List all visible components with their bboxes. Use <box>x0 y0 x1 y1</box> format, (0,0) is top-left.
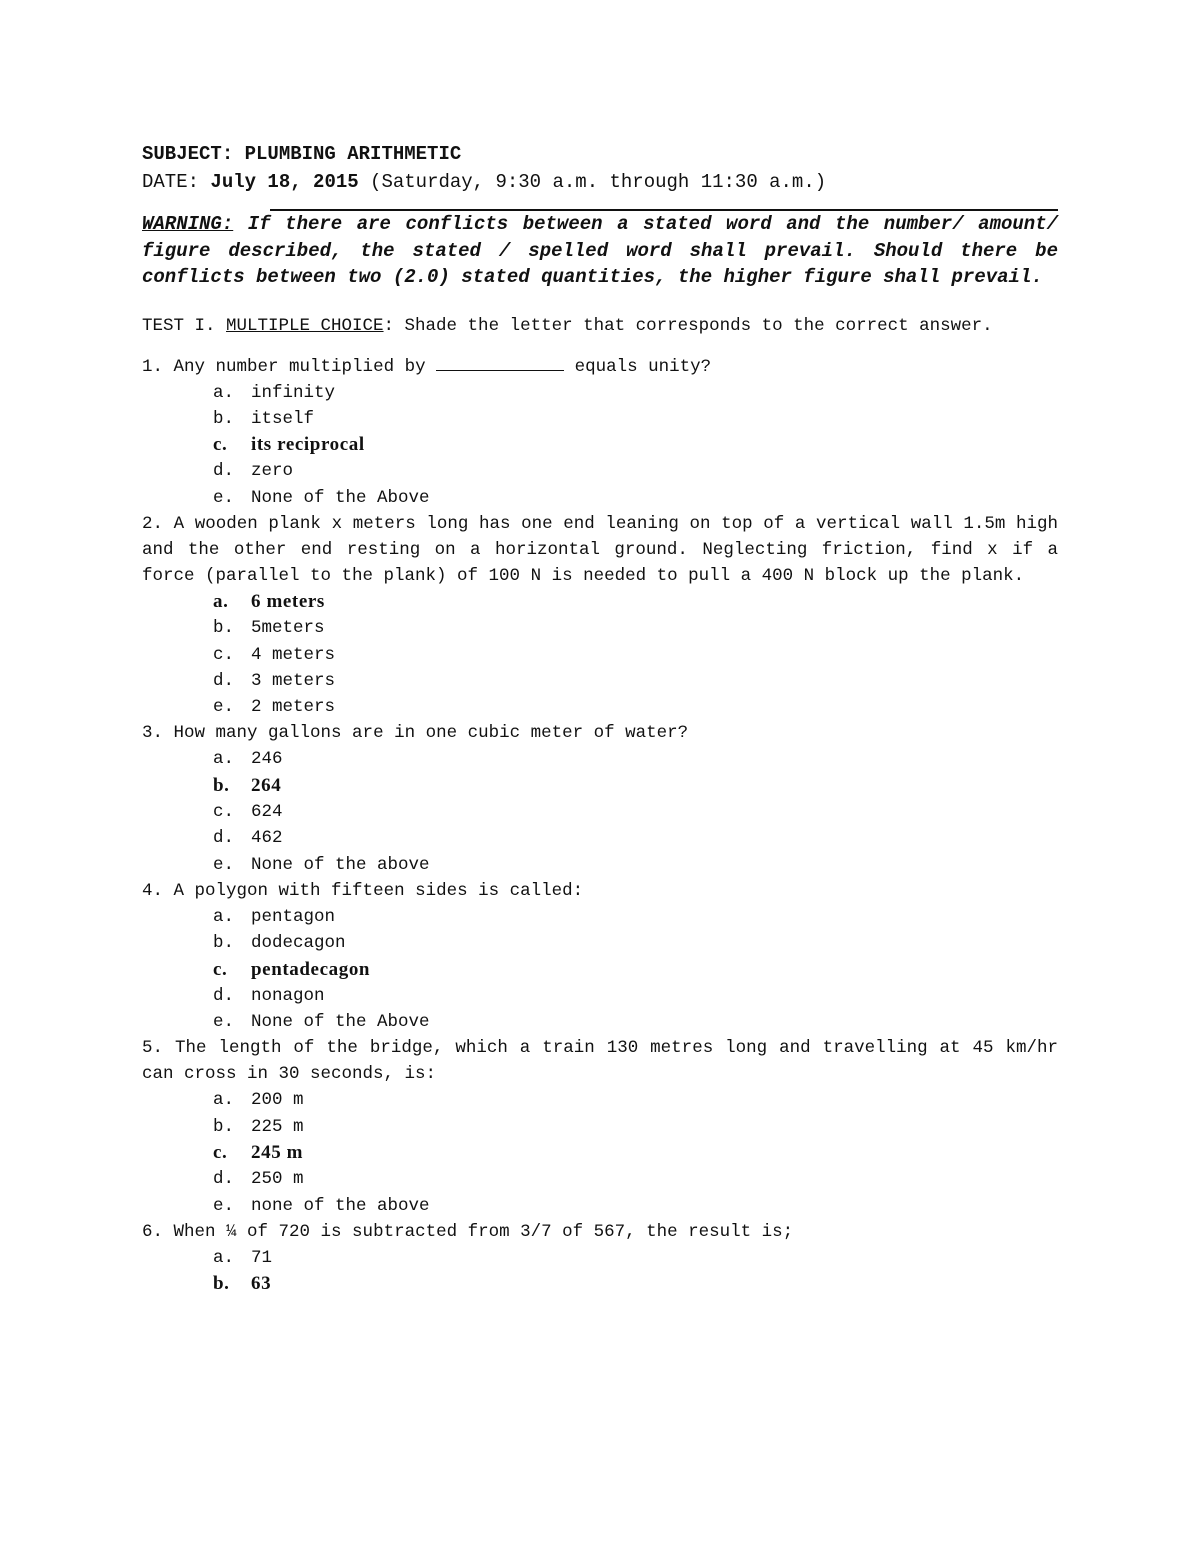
choice-list <box>142 589 1058 720</box>
question-body: A wooden plank x meters long has one end leaning on top of a vertical wall 1.5m high and the other end resting on a horizontal ground. Neglecting friction, find x if a force (parallel to the plank) of 100 N is needed to pull a 400 N block up the plank. <box>142 513 1058 586</box>
choice-text: 4 meters <box>251 644 336 665</box>
choice-letter: a. <box>213 749 235 770</box>
choice-text: 71 <box>251 1247 273 1268</box>
choice-item[interactable] <box>213 1114 1058 1140</box>
choice-letter: a. <box>213 382 235 403</box>
choice-item[interactable] <box>213 983 1058 1009</box>
question-body: How many gallons are in one cubic meter of water? <box>173 723 689 744</box>
choice-text: 246 <box>251 749 283 770</box>
question-4 <box>142 878 1058 1035</box>
choice-text: None of the Above <box>251 487 430 508</box>
choice-item-correct[interactable] <box>213 589 1058 615</box>
choice-item[interactable] <box>213 668 1058 694</box>
choice-letter: e. <box>213 1012 235 1033</box>
exam-page <box>142 140 1058 1298</box>
question-text <box>142 1035 1058 1087</box>
warning-label: WARNING: <box>142 213 234 235</box>
question-text <box>142 720 1058 746</box>
question-number: 6. <box>142 1221 164 1242</box>
choice-text: None of the above <box>251 854 430 875</box>
question-6 <box>142 1219 1058 1298</box>
choice-item-correct[interactable] <box>213 957 1058 983</box>
choice-item[interactable] <box>213 694 1058 720</box>
choice-item-correct[interactable] <box>213 432 1058 458</box>
choice-text: none of the above <box>251 1195 430 1216</box>
question-list <box>142 354 1058 1298</box>
question-body: The length of the bridge, which a train 130 metres long and travelling at 45 km/hr can cross in 30 seconds, is: <box>142 1038 1058 1085</box>
choice-letter: b. <box>213 618 235 639</box>
question-body: A polygon with fifteen sides is called: <box>173 880 584 901</box>
choice-item[interactable] <box>213 380 1058 406</box>
choice-text: 6 meters <box>251 590 325 612</box>
choice-letter: b. <box>213 1273 230 1295</box>
choice-text: 245 m <box>251 1142 304 1164</box>
choice-text: 63 <box>251 1273 272 1295</box>
choice-item[interactable] <box>213 458 1058 484</box>
choice-letter: c. <box>213 802 235 823</box>
choice-item-correct[interactable] <box>213 1271 1058 1297</box>
question-number: 1. <box>142 356 164 377</box>
test-type: MULTIPLE CHOICE <box>226 315 384 336</box>
choice-item[interactable] <box>213 1166 1058 1192</box>
instruction-text: : Shade the letter that corresponds to the correct answer. <box>383 315 993 336</box>
warning-text: If there are conflicts between a stated word and the number/ amount/ figure described, the stated / spelled word shall prevail. Should there be conflicts between two (2.0) stated quantities, the higher figure shall prevail. <box>142 213 1058 288</box>
choice-letter: c. <box>213 644 235 665</box>
choice-text: 624 <box>251 802 283 823</box>
question-number: 5. <box>142 1038 164 1059</box>
choice-text: pentagon <box>251 906 336 927</box>
choice-text: 3 meters <box>251 670 336 691</box>
choice-letter: d. <box>213 670 235 691</box>
question-5 <box>142 1035 1058 1218</box>
choice-item[interactable] <box>213 1087 1058 1113</box>
choice-letter: b. <box>213 774 230 796</box>
choice-item[interactable] <box>213 1245 1058 1271</box>
subject-heading: SUBJECT: PLUMBING ARITHMETIC <box>142 143 462 165</box>
choice-letter: a. <box>213 1090 235 1111</box>
choice-text: pentadecagon <box>251 958 371 980</box>
test-number: TEST I. <box>142 315 227 336</box>
choice-item[interactable] <box>213 615 1058 641</box>
question-text <box>142 1219 1058 1245</box>
choice-text: 264 <box>251 774 282 796</box>
choice-letter: e. <box>213 1195 235 1216</box>
date-value: July 18, 2015 <box>210 171 359 193</box>
choice-text: 2 meters <box>251 697 336 718</box>
choice-letter: a. <box>213 1247 235 1268</box>
choice-text: itself <box>251 408 315 429</box>
choice-list <box>142 1087 1058 1218</box>
choice-text: 250 m <box>251 1169 304 1190</box>
question-text-before: Any number multiplied by <box>173 356 437 377</box>
test-instructions <box>142 313 1058 340</box>
question-number: 4. <box>142 880 164 901</box>
date-time: (Saturday, 9:30 a.m. through 11:30 a.m.) <box>358 171 827 193</box>
choice-letter: a. <box>213 590 229 612</box>
choice-text: infinity <box>251 382 336 403</box>
choice-letter: d. <box>213 1169 235 1190</box>
choice-letter: d. <box>213 461 235 482</box>
choice-list <box>142 904 1058 1035</box>
choice-text: dodecagon <box>251 933 346 954</box>
choice-item[interactable] <box>213 930 1058 956</box>
choice-item[interactable] <box>213 642 1058 668</box>
choice-text: None of the Above <box>251 1012 430 1033</box>
choice-item-correct[interactable] <box>213 1140 1058 1166</box>
question-text <box>142 511 1058 589</box>
question-2 <box>142 511 1058 720</box>
choice-text: nonagon <box>251 985 325 1006</box>
choice-item[interactable] <box>213 799 1058 825</box>
date-label: DATE: <box>142 171 211 193</box>
choice-item-correct[interactable] <box>213 773 1058 799</box>
choice-letter: b. <box>213 1116 235 1137</box>
choice-text: zero <box>251 461 294 482</box>
answer-blank <box>436 356 564 371</box>
choice-letter: b. <box>213 933 235 954</box>
choice-item[interactable] <box>213 746 1058 772</box>
choice-text: 225 m <box>251 1116 304 1137</box>
question-text-after: equals unity? <box>564 356 712 377</box>
choice-text: its reciprocal <box>251 434 365 456</box>
choice-list <box>142 1245 1058 1298</box>
question-number: 2. <box>142 513 164 534</box>
choice-letter: d. <box>213 985 235 1006</box>
question-number: 3. <box>142 723 164 744</box>
choice-list <box>142 380 1058 511</box>
choice-text: 5meters <box>251 618 325 639</box>
choice-letter: d. <box>213 828 235 849</box>
choice-text: 462 <box>251 828 283 849</box>
choice-text: 200 m <box>251 1090 304 1111</box>
question-3 <box>142 720 1058 877</box>
choice-item[interactable] <box>213 904 1058 930</box>
choice-letter: e. <box>213 487 235 508</box>
question-text <box>142 354 1058 380</box>
choice-letter: a. <box>213 906 235 927</box>
choice-list <box>142 746 1058 877</box>
question-body: When ¼ of 720 is subtracted from 3/7 of 567, the result is; <box>173 1221 794 1242</box>
question-1 <box>142 354 1058 511</box>
exam-date <box>142 168 1058 196</box>
choice-letter: e. <box>213 854 235 875</box>
choice-letter: b. <box>213 408 235 429</box>
choice-item[interactable] <box>213 485 1058 511</box>
choice-item[interactable] <box>213 852 1058 878</box>
choice-item[interactable] <box>213 1193 1058 1219</box>
question-text <box>142 878 1058 904</box>
choice-item[interactable] <box>213 1009 1058 1035</box>
warning-notice <box>142 211 1058 291</box>
choice-letter: c. <box>213 958 228 980</box>
choice-letter: c. <box>213 434 228 456</box>
choice-item[interactable] <box>213 825 1058 851</box>
choice-letter: c. <box>213 1142 228 1164</box>
choice-item[interactable] <box>213 406 1058 432</box>
choice-letter: e. <box>213 697 235 718</box>
